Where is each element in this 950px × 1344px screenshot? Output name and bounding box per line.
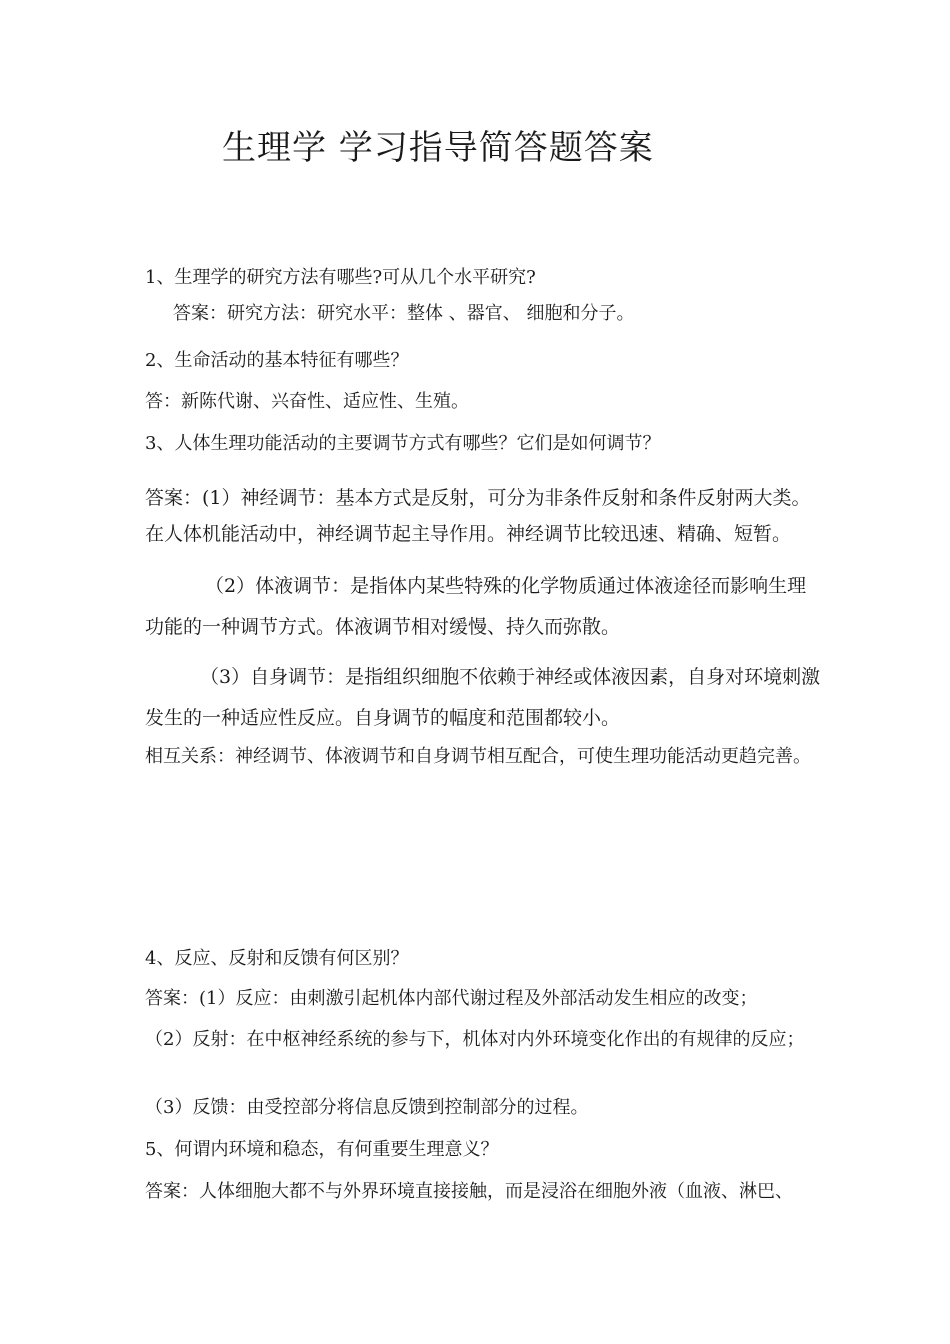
answer-3-part-2-cont: 功能的一种调节方式。体液调节相对缓慢、持久而弥散。: [145, 616, 621, 638]
question-3: 3、人体生理功能活动的主要调节方式有哪些？它们是如何调节？: [145, 433, 661, 454]
answer-4-part-2: （2）反射：在中枢神经系统的参与下，机体对内外环境变化作出的有规律的反应；: [145, 1029, 805, 1050]
question-5: 5、何谓内环境和稳态，有何重要生理意义？: [145, 1139, 499, 1160]
answer-3-part-1-cont: 在人体机能活动中，神经调节起主导作用。神经调节比较迅速、精确、短暂。: [145, 523, 792, 545]
answer-3-part-1: 答案：(1）神经调节：基本方式是反射，可分为非条件反射和条件反射两大类。: [145, 487, 811, 509]
answer-3-part-3: （3）自身调节：是指组织细胞不依赖于神经或体液因素，自身对环境刺激: [200, 666, 821, 688]
question-1: 1、生理学的研究方法有哪些?可从几个水平研究?: [145, 267, 536, 288]
answer-2: 答：新陈代谢、兴奋性、适应性、生殖。: [145, 391, 469, 412]
answer-1: 答案：研究方法：研究水平：整体 、器官、 细胞和分子。: [173, 303, 635, 324]
question-4: 4、反应、反射和反馈有何区别？: [145, 948, 409, 969]
answer-5: 答案：人体细胞大都不与外界环境直接接触，而是浸浴在细胞外液（血液、淋巴、: [145, 1181, 793, 1202]
question-2: 2、生命活动的基本特征有哪些？: [145, 350, 409, 371]
answer-4-part-1: 答案：(1）反应：由刺激引起机体内部代谢过程及外部活动发生相应的改变；: [145, 988, 758, 1009]
answer-3-relation: 相互关系：神经调节、体液调节和自身调节相互配合，可使生理功能活动更趋完善。: [145, 746, 811, 767]
answer-4-part-3: （3）反馈：由受控部分将信息反馈到控制部分的过程。: [145, 1097, 589, 1118]
answer-3-part-3-cont: 发生的一种适应性反应。自身调节的幅度和范围都较小。: [145, 707, 621, 729]
answer-3-part-2: （2）体液调节：是指体内某些特殊的化学物质通过体液途径而影响生理: [205, 575, 807, 597]
document-title: 生理学 学习指导简答题答案: [222, 128, 654, 168]
